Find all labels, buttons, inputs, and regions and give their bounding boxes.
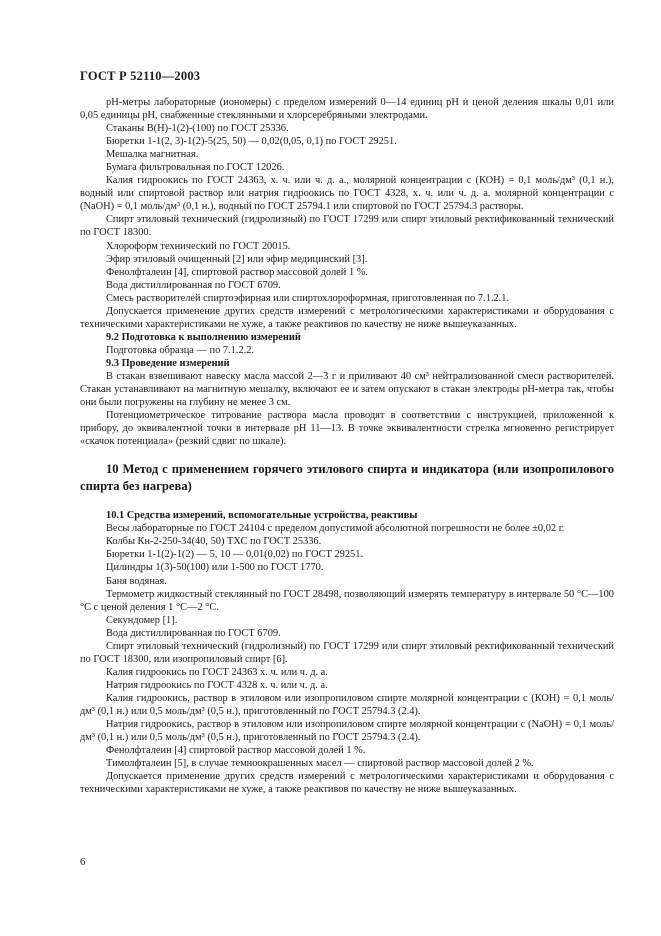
subsection-10-1-title: 10.1 Средства измерений, вспомогательные устройства, реактивы xyxy=(106,510,418,522)
list-item: Допускается применение других средств измерений с метрологическими характеристиками и оборудования с техническими характеристиками не хуже, а также реактивов по качеству не ниже вышеуказанных. xyxy=(80,771,614,796)
subsection-9-2-text: Подготовка образца — по 7.1.2.2. xyxy=(106,344,255,356)
list-item: Допускается применение других средств измерений с метрологическими характеристиками и оборудования с техническими характеристиками не хуже, а также реактивов по качеству не ниже вышеуказанных. xyxy=(80,305,614,330)
list-item: Фенолфталеин [4], спиртовой раствор массовой долей 1 %. xyxy=(106,266,368,278)
subsection-9-3-paragraph: Потенциометрическое титрование раствора масла проводят в соответствии с инструкцией, приложенной к прибору, до эквивалентной точки в интервале рН 11—13. В точке эквивалентности стрелка мгновенно регистрирует «скачок потенциала» (резкий сдвиг по шкале). xyxy=(80,410,614,448)
subsection-9-3-paragraph: В стакан взвешивают навеску масла массой 2—3 г и приливают 40 см³ нейтрализованной смеси растворителей. Стакан устанавливают на магнитную мешалку, включают ее и затем опускают в стакан электроды рН-метра так, чтобы они были погружены на глубину не менее 3 см. xyxy=(80,370,614,409)
list-item: Калия гидроокись, раствор в этиловом или изопропиловом спирте молярной концентрации c (КОН) = 0,1 моль/дм³ (0,1 н.) или 0,5 моль/дм³ (0,5 н.), приготовленный по ГОСТ 25794.3 (2.4). xyxy=(80,692,614,717)
list-item: Мешалка магнитная. xyxy=(106,149,199,161)
list-item: Весы лабораторные по ГОСТ 24104 с пределом допустимой абсолютной погрешности не более ±0,02 г. xyxy=(106,523,565,535)
list-item: Спирт этиловый технический (гидролизный) по ГОСТ 17299 или спирт этиловый ректификованный технический по ГОСТ 18300, или изопропиловый спирт [6]. xyxy=(80,640,614,665)
list-item: Баня водяная. xyxy=(106,575,167,587)
list-item: Секундомер [1]. xyxy=(106,614,178,626)
page-body xyxy=(80,96,614,796)
list-item: Эфир этиловый очищенный [2] или эфир медицинский [3]. xyxy=(106,253,368,265)
list-item: Вода дистиллированная по ГОСТ 6709. xyxy=(106,627,281,639)
subsection-9-2-title: 9.2 Подготовка к выполнению измерений xyxy=(106,331,301,343)
list-item: Натрия гидроокись, раствор в этиловом или изопропиловом спирте молярной концентрации c (NaOH) = 0,1 моль/дм³ (0,1 н.) или 0,5 моль/дм³ (0,5 н.), приготовленный по ГОСТ 25794.3 (2.4). xyxy=(80,719,614,744)
list-item: Бумага фильтровальная по ГОСТ 12026. xyxy=(106,162,285,174)
list-item: Бюретки 1-1(2)-1(2) — 5, 10 — 0,01(0,02) по ГОСТ 29251. xyxy=(106,549,364,561)
section-10-title: 10 Метод с применением горячего этилового спирта и индикатора (или изопропилового спирта без нагрева) xyxy=(80,462,614,494)
list-item: Бюретки 1-1(2, 3)-1(2)-5(25, 50) — 0,02(0,05, 0,1) по ГОСТ 29251. xyxy=(106,136,397,148)
list-item: Спирт этиловый технический (гидролизный) по ГОСТ 17299 или спирт этиловый ректификованный технический по ГОСТ 18300. xyxy=(80,214,614,239)
list-item: Калия гидроокись по ГОСТ 24363, х. ч. или ч. д. а., молярной концентрации c (КОН) = 0,1 моль/дм³ (0,1 н.), водный или спиртовой раствор или натрия гидроокись по ГОСТ 4328, х. ч. или ч. д. а. молярной концентрации c (NaOH) = 0,1 моль/дм³ (0,1 н.), водный по ГОСТ 25794.1 или спиртовой по ГОСТ 25794.3 растворы. xyxy=(80,175,614,213)
list-item: Термометр жидкостный стеклянный по ГОСТ 28498, позволяющий измерять температуру в интервале 50 °С—100 °С с ценой деления 1 °С—2 °С. xyxy=(80,588,614,613)
list-item: Стаканы В(Н)-1(2)-(100) по ГОСТ 25336. xyxy=(106,123,289,135)
list-item: Вода дистиллированная по ГОСТ 6709. xyxy=(106,279,281,291)
list-item: Натрия гидроокись по ГОСТ 4328 х. ч. или ч. д. а. xyxy=(106,679,328,691)
page-header: ГОСТ Р 52110—2003 xyxy=(80,69,201,83)
list-item: Фенолфталеин [4] спиртовой раствор массовой долей 1 %. xyxy=(106,745,366,757)
subsection-9-3-title: 9.3 Проведение измерений xyxy=(106,357,230,369)
list-item: Тимолфталеин [5], в случае темноокрашенных масел — спиртовой раствор массовой долей 2 %. xyxy=(106,758,534,770)
section-10-list xyxy=(80,522,614,796)
list-item: Колбы Кн-2-250-34(40, 50) ТХС по ГОСТ 25336. xyxy=(106,536,322,548)
list-item: Калия гидроокись по ГОСТ 24363 х. ч. или ч. д. а. xyxy=(106,666,328,678)
page-number: 6 xyxy=(80,856,86,868)
list-item: Хлороформ технический по ГОСТ 20015. xyxy=(106,240,291,252)
section-9-list xyxy=(80,96,614,331)
list-item: Цилиндры 1(3)-50(100) или 1-500 по ГОСТ 1770. xyxy=(106,562,324,574)
list-item: рН-метры лабораторные (иономеры) с пределом измерений 0—14 единиц рН и ценой деления шкалы 0,01 или 0,05 единицы рН, снабженные стеклянными и хлорсеребряными электродами. xyxy=(80,97,614,122)
list-item: Смесь растворителей спиртоэфирная или спиртохлороформная, приготовленная по 7.1.2.1. xyxy=(106,292,510,304)
